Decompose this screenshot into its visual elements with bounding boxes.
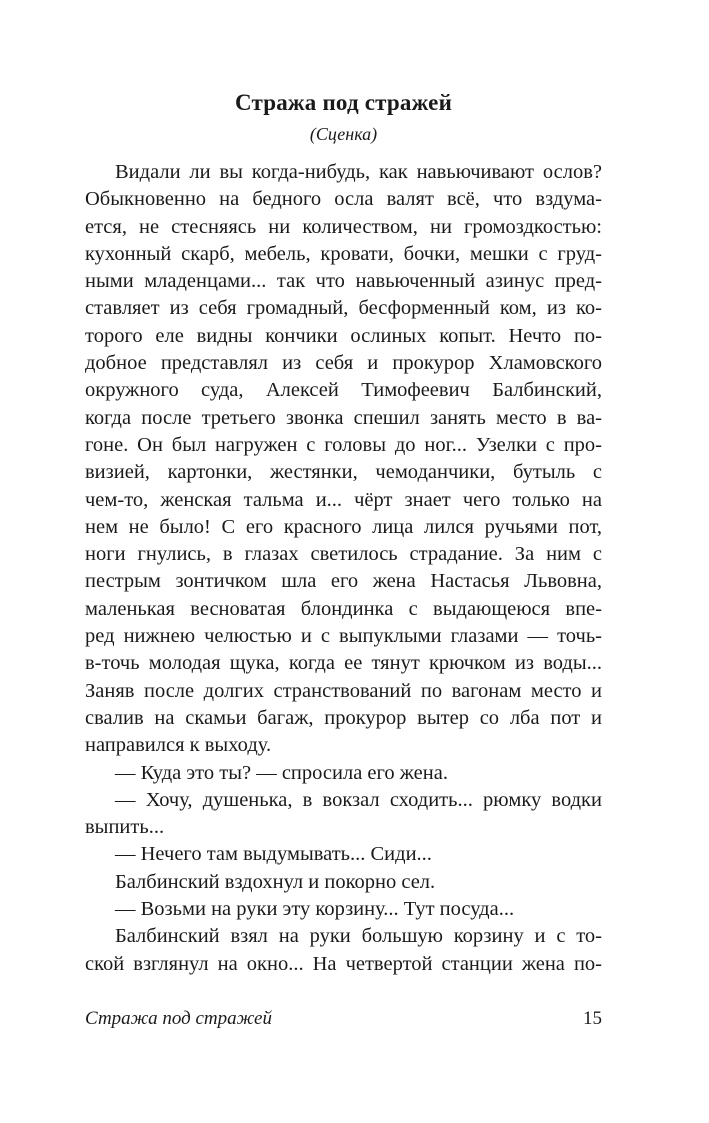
text-line: торого еле видны кончики ослиных копыт. Нечто по- <box>85 324 602 347</box>
text-line: гоне. Он был нагружен с головы до ног... Узелки с про- <box>85 433 602 456</box>
text-line: ской взглянул на окно... На четвертой станции жена по- <box>85 952 602 975</box>
text-line: нем не было! С его красного лица лился ручьями пот, <box>85 515 602 538</box>
text-line: Балбинский взял на руки большую корзину и с то- <box>115 925 602 948</box>
text-line: добное представлял из себя и прокурор Хламовского <box>85 352 602 375</box>
text-line: окружного суда, Алексей Тимофеевич Балбинский, <box>85 379 602 402</box>
text-line: ред нижнею челюстью и с выпуклыми глазами — точь- <box>85 625 602 648</box>
text-line: Балбинский вздохнул и покорно сел. <box>115 870 436 893</box>
page-footer <box>85 1007 602 1031</box>
text-line: — Хочу, душенька, в вокзал сходить... рюмку водки <box>115 788 602 811</box>
text-line: Видали ли вы когда-нибудь, как навьючивают ослов? <box>115 161 602 183</box>
story-subtitle: (Сценка) <box>309 124 378 144</box>
text-line: — Возьми на руки эту корзину... Тут посуда... <box>115 898 515 921</box>
text-line: когда после третьего звонка спешил занять место в ва- <box>85 406 602 429</box>
page-content <box>85 88 602 978</box>
text-line: кухонный скарб, мебель, кровати, бочки, мешки с груд- <box>85 242 602 265</box>
text-line: ными младенцами... так что навьюченный азинус пред- <box>85 270 602 293</box>
text-line: выпить... <box>85 816 165 839</box>
text-line: в-точь молодая щука, когда ее тянут крючком из воды... <box>85 652 602 675</box>
text-line: Обыкновенно на бедного осла валят всё, что вздума- <box>85 188 602 211</box>
text-line: — Куда это ты? — спросила его жена. <box>115 761 448 784</box>
text-line: пестрым зонтичком шла его жена Настасья Львовна, <box>85 570 602 593</box>
page-number: 15 <box>583 1008 602 1029</box>
text-line: чем-то, женская тальма и... чёрт знает чего только на <box>85 488 602 511</box>
running-title: Стража под стражей <box>85 1008 272 1029</box>
text-line: визией, картонки, жестянки, чемоданчики, бутыль с <box>85 461 602 484</box>
text-line: ноги гнулись, в глазах светилось страдание. За ним с <box>85 543 602 566</box>
text-line: направился к выходу. <box>85 734 272 757</box>
text-line: Заняв после долгих странствований по вагонам место и <box>85 679 602 702</box>
text-line: маленькая весноватая блондинка с выдающеюся впе- <box>85 597 602 620</box>
text-line: — Нечего там выдумывать... Сиди... <box>115 843 432 866</box>
text-line: свалив на скамьи багаж, прокурор вытер со лба пот и <box>85 706 602 729</box>
body-text <box>85 159 602 978</box>
text-line: ется, не стесняясь ни количеством, ни громоздкостью: <box>85 215 602 238</box>
story-title: Стража под стражей <box>234 90 453 115</box>
text-line: ставляет из себя громадный, бесформенный ком, из ко- <box>85 297 602 320</box>
